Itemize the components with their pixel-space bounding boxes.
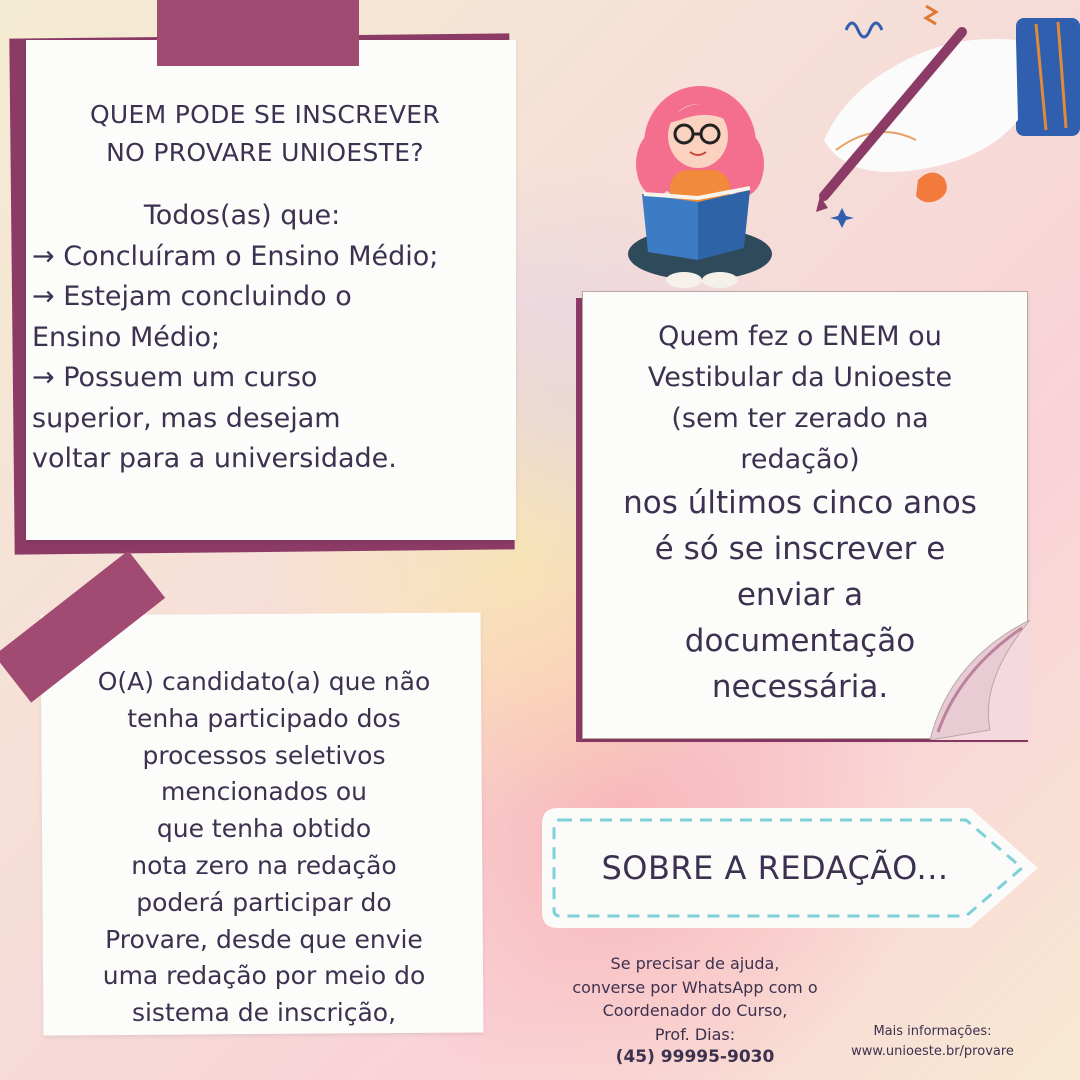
no-redacao-line: processos seletivos (142, 740, 386, 770)
tape-top (157, 0, 359, 66)
enem-line: Vestibular da Unioeste (647, 362, 953, 393)
eligibility-intro: Todos(as) que: (143, 200, 341, 231)
eligibility-line: Ensino Médio; (32, 321, 221, 353)
eligibility-title (50, 96, 480, 172)
no-redacao-line: sistema de inscrição, (131, 998, 397, 1028)
eligibility-line: → Estejam concluindo o (32, 281, 352, 312)
no-redacao-line: uma redação por meio do (102, 961, 426, 991)
help-line: Coordenador do Curso, (602, 1001, 788, 1020)
eligibility-body (32, 196, 502, 480)
help-line: Se precisar de ajuda, (610, 954, 780, 973)
more-info (830, 1022, 1035, 1062)
more-info-url[interactable]: www.unioeste.br/provare (851, 1044, 1014, 1059)
no-redacao-line: O(A) candidato(a) que não (97, 667, 431, 696)
girl-reading-illustration (620, 84, 780, 296)
eligibility-line: → Concluíram o Ensino Médio; (32, 240, 439, 272)
enem-line: redação) (740, 444, 860, 475)
enem-highlight (590, 480, 1010, 710)
eligibility-line: voltar para a universidade. (32, 443, 397, 474)
no-redacao-line: que tenha obtido (156, 814, 372, 844)
enem-big-line: é só se inscrever e (654, 531, 946, 567)
no-redacao-line: nota zero na redação (131, 850, 397, 880)
no-redacao-line: poderá participar do (136, 887, 392, 917)
no-redacao-line: Provare, desde que envie (105, 924, 423, 954)
eligibility-line: → Possuem um curso (32, 362, 318, 393)
enem-intro (590, 316, 1010, 480)
no-redacao-line: mencionados ou (160, 777, 367, 807)
enem-big-line: necessária. (711, 669, 889, 705)
eligibility-title-line: NO PROVARE UNIOESTE? (106, 138, 424, 167)
hand-with-pen-illustration (806, 0, 1080, 230)
enem-big-line: nos últimos cinco anos (623, 485, 977, 521)
enem-line: (sem ter zerado na (671, 403, 929, 434)
enem-big-line: enviar a (736, 577, 864, 613)
enem-line: Quem fez o ENEM ou (658, 321, 942, 352)
sobre-redacao-label: SOBRE A REDAÇÃO... (601, 849, 949, 887)
help-line: Prof. Dias: (654, 1024, 736, 1044)
help-text (540, 952, 850, 1070)
no-redacao-line: tenha participado dos (127, 703, 401, 733)
help-line: converse por WhatsApp com o (572, 977, 818, 997)
no-redacao-body (64, 664, 464, 1032)
enem-big-line: documentação (684, 623, 916, 659)
eligibility-line: superior, mas desejam (32, 402, 341, 434)
help-phone: (45) 99995-9030 (615, 1047, 775, 1067)
more-info-label: Mais informações: (873, 1024, 992, 1039)
eligibility-title-line: QUEM PODE SE INSCREVER (89, 100, 441, 129)
